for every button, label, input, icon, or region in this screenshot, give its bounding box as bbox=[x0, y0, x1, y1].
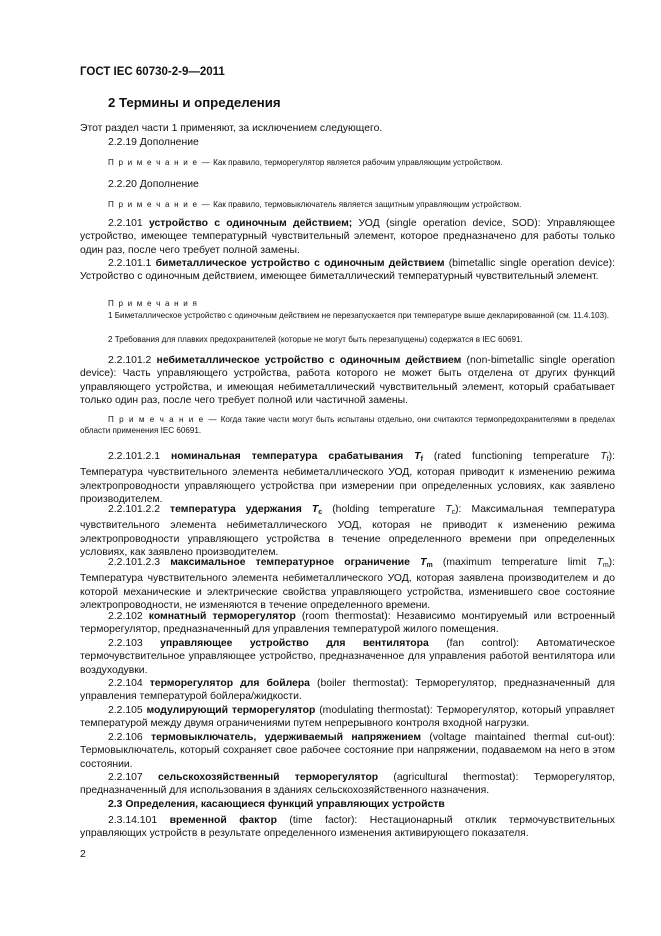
note-label: П р и м е ч а н и е — bbox=[108, 200, 211, 209]
term: модулирующий терморегулятор bbox=[146, 705, 316, 716]
clause-2-2-101: 2.2.101 устройство с одиночным действием; УОД (single operation device, SOD): Управляющее устройство, имеющее температурный чувствительный элемент, которое предназначено для работы только один раз, после чего требует полной замены. bbox=[80, 218, 615, 256]
clause-2-2-106: 2.2.106 термовыключатель, удерживаемый напряжением (voltage maintained thermal cut-out): Термовыключатель, который сохраняет свое рабочее состояние при напряжении, подаваемом на него в этом состоянии. bbox=[80, 732, 615, 770]
term: биметаллическое устройство с одиночным действием bbox=[155, 258, 445, 269]
clause-2-2-101-1: 2.2.101.1 биметаллическое устройство с одиночным действием (bimetallic single operation device): Устройство с одиночным действием, имеющее биметаллический температурный чувствительный элемент. bbox=[80, 258, 615, 283]
term: устройство с одиночным действием; bbox=[148, 218, 353, 229]
note-item-1: 1 Биметаллическое устройство с одиночным действием не перезапускается при температуре выше декларированной (см. 11.4.103). bbox=[108, 311, 610, 320]
section-title: 2 Термины и определения bbox=[108, 95, 281, 110]
clause-2-3-14-101: 2.3.14.101 временной фактор (time factor): Нестационарный отклик термочувствительных управляющих устройств в результате определенного изменения активирующего показателя. bbox=[80, 815, 616, 840]
note-label: П р и м е ч а н и е — bbox=[108, 158, 211, 167]
clause-2-2-102: 2.2.102 комнатный терморегулятор (room thermostat): Независимо монтируемый или встроенный терморегулятор, предназначенный для управления температурой жилого помещения. bbox=[80, 611, 615, 636]
subsection-title: 2.3 Определения, касающиеся функций управляющих устройств bbox=[108, 799, 445, 810]
clause-2-2-101-2-3: 2.2.101.2.3 максимальное температурное ограничение $T_m$ (maximum temperature limit $T_m$): Температура чувствительного элемента небиметаллического УОД, которая заявлена производителем и до которой механические и электрические свойства управляющего устройства, изменившего свое состояние электропроводности, не изменяются в течение определенного времени. bbox=[80, 557, 616, 611]
clause-2-2-20: 2.2.20 Дополнение bbox=[108, 179, 199, 190]
term: температура удержания bbox=[170, 504, 302, 515]
note-2-2-101-2: П р и м е ч а н и е — Когда такие части могут быть испытаны отдельно, они считаются термопредохранителями в пределах области применения IEC 60691. bbox=[80, 415, 615, 436]
clause-2-2-101-2: 2.2.101.2 небиметаллическое устройство с одиночным действием (non-bimetallic single operation device): Часть управляющего устройства, работа которого не может быть отделена от других функций управляющего устройства, и имеющая небиметаллический чувствительный элемент, который срабатывает только один раз, после чего требует полной или частичной замены. bbox=[80, 355, 615, 406]
term: временной фактор bbox=[169, 815, 277, 826]
document-header: ГОСТ IEC 60730-2-9—2011 bbox=[80, 66, 225, 78]
term: сельскохозяйственный терморегулятор bbox=[157, 772, 379, 783]
term: небиметаллическое устройство с одиночным действием bbox=[156, 355, 462, 366]
clause-2-2-101-2-2: 2.2.101.2.2 температура удержания $T_c$ (holding temperature $T_c$): Максимальная температура чувствительного элемента небиметаллического УОД, которая не приводит к изменению режима электропроводности управляющего устройства в течение определенного времени при определенных условиях, как заявлено производителем. bbox=[80, 504, 616, 558]
clause-2-2-105: 2.2.105 модулирующий терморегулятор (modulating thermostat): Терморегулятор, который управляет температурой между двумя ограничениями путем непрерывного контроля входной нагрузки. bbox=[80, 705, 615, 730]
term: комнатный терморегулятор bbox=[148, 611, 296, 622]
term: управляющее устройство для вентилятора bbox=[160, 638, 429, 649]
term: терморегулятор для бойлера bbox=[149, 678, 310, 689]
note-item-2: 2 Требования для плавких предохранителей (которые не могут быть перезапущены) содержатся в IEC 60691. bbox=[108, 335, 523, 344]
clause-2-2-103: 2.2.103 управляющее устройство для вентилятора (fan control): Автоматическое термочувствительное управляющее устройство, предназначенное для управления работой вентилятора или воздуходувки. bbox=[80, 638, 615, 676]
clause-2-2-19: 2.2.19 Дополнение bbox=[108, 137, 199, 148]
notes-label: П р и м е ч а н и я bbox=[108, 299, 199, 308]
term: термовыключатель, удерживаемый напряжением bbox=[151, 732, 422, 743]
term: номинальная температура срабатывания bbox=[171, 451, 404, 462]
clause-2-2-104: 2.2.104 терморегулятор для бойлера (boiler thermostat): Терморегулятор, предназначенный для управления температурой бойлера/жидкости. bbox=[80, 678, 615, 703]
note-2-2-20 bbox=[108, 199, 615, 210]
intro-paragraph: Этот раздел части 1 применяют, за исключением следующего. bbox=[80, 123, 383, 134]
page-number: 2 bbox=[80, 848, 86, 860]
term: максимальное температурное ограничение bbox=[170, 557, 410, 568]
note-text: Как правило, термовыключатель является защитным управляющим устройством. bbox=[213, 200, 522, 209]
note-text: Как правило, терморегулятор является рабочим управляющим устройством. bbox=[213, 158, 503, 167]
clause-2-2-107: 2.2.107 сельскохозяйственный терморегулятор (agricultural thermostat): Терморегулятор, предназначенный для использования в зданиях сельскохозяйственного назначения. bbox=[80, 772, 616, 797]
note-2-2-19 bbox=[108, 157, 615, 168]
clause-2-2-101-2-1: 2.2.101.2.1 номинальная температура срабатывания $T_f$ (rated functioning temperature $T_f$): Температура чувствительного элемента небиметаллического УОД, которая приводит к изменению режима электропроводности управляющего устройства при измерении при определенных условиях, как заявлено производителем. bbox=[80, 451, 615, 505]
